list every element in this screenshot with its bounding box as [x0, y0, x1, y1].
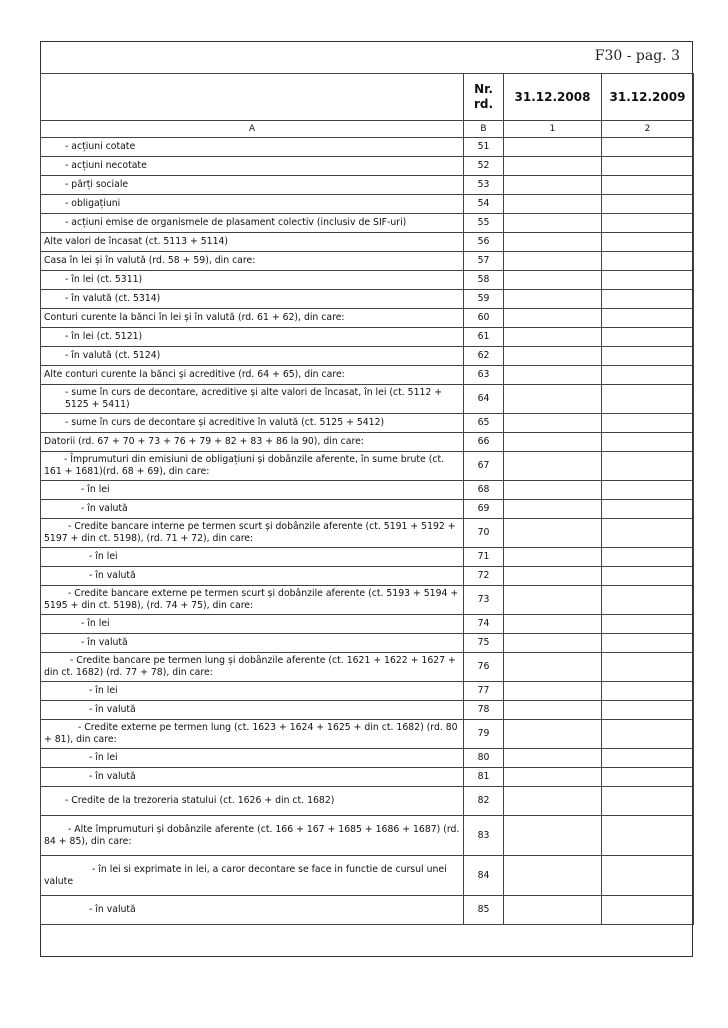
value-cell-2009[interactable] [602, 548, 694, 567]
value-cell-2008[interactable] [504, 138, 602, 157]
table-row [41, 176, 694, 195]
row-label: - în lei [41, 615, 464, 634]
table-row [41, 720, 694, 749]
header-nr-rd: Nr. rd. [464, 74, 504, 121]
value-cell-2009[interactable] [602, 720, 694, 749]
row-number: 75 [464, 634, 504, 653]
row-number: 60 [464, 309, 504, 328]
row-number: 80 [464, 749, 504, 768]
value-cell-2008[interactable] [504, 586, 602, 615]
form-frame [40, 41, 693, 957]
row-label: - Credite bancare pe termen lung și dobânzile aferente (ct. 1621 + 1622 + 1627 + din ct. 1682) (rd. 77 + 78), din care: [41, 653, 464, 682]
row-number: 51 [464, 138, 504, 157]
row-number: 79 [464, 720, 504, 749]
value-cell-2009[interactable] [602, 385, 694, 414]
column-letter-b: B [464, 121, 504, 138]
value-cell-2008[interactable] [504, 347, 602, 366]
row-number: 70 [464, 519, 504, 548]
row-number: 76 [464, 653, 504, 682]
table-row [41, 548, 694, 567]
row-number: 68 [464, 481, 504, 500]
row-label: - în lei [41, 548, 464, 567]
value-cell-2008[interactable] [504, 634, 602, 653]
value-cell-2009[interactable] [602, 567, 694, 586]
value-cell-2008[interactable] [504, 653, 602, 682]
row-number: 54 [464, 195, 504, 214]
row-label: - în valută [41, 896, 464, 925]
row-label: - în valută [41, 500, 464, 519]
value-cell-2008[interactable] [504, 519, 602, 548]
row-label: Casa în lei și în valută (rd. 58 + 59), din care: [41, 252, 464, 271]
row-number: 52 [464, 157, 504, 176]
value-cell-2009[interactable] [602, 328, 694, 347]
row-number: 72 [464, 567, 504, 586]
value-cell-2008[interactable] [504, 701, 602, 720]
row-label: - în lei si exprimate in lei, a caror decontare se face in functie de cursul unei valute [41, 856, 464, 896]
value-cell-2009[interactable] [602, 414, 694, 433]
value-cell-2009[interactable] [602, 500, 694, 519]
table-row [41, 896, 694, 925]
value-cell-2009[interactable] [602, 195, 694, 214]
value-cell-2009[interactable] [602, 433, 694, 452]
balance-table [40, 73, 694, 925]
table-row [41, 452, 694, 481]
row-label: - sume în curs de decontare și acreditive în valută (ct. 5125 + 5412) [41, 414, 464, 433]
row-label: - în valută (ct. 5124) [41, 347, 464, 366]
table-row [41, 157, 694, 176]
value-cell-2008[interactable] [504, 385, 602, 414]
value-cell-2009[interactable] [602, 271, 694, 290]
row-number: 66 [464, 433, 504, 452]
row-label: - în lei [41, 749, 464, 768]
row-label: Alte valori de încasat (ct. 5113 + 5114) [41, 233, 464, 252]
value-cell-2009[interactable] [602, 749, 694, 768]
row-label: - Credite bancare interne pe termen scurt și dobânzile aferente (ct. 5191 + 5192 + 5197 + din ct. 5198), (rd. 71 + 72), din care: [41, 519, 464, 548]
value-cell-2008[interactable] [504, 615, 602, 634]
row-number: 73 [464, 586, 504, 615]
value-cell-2008[interactable] [504, 195, 602, 214]
row-number: 61 [464, 328, 504, 347]
value-cell-2009[interactable] [602, 290, 694, 309]
table-row [41, 328, 694, 347]
value-cell-2008[interactable] [504, 856, 602, 896]
table-row [41, 290, 694, 309]
table-row [41, 138, 694, 157]
value-cell-2008[interactable] [504, 290, 602, 309]
row-label: - Credite de la trezoreria statului (ct. 1626 + din ct. 1682) [41, 787, 464, 816]
row-number: 67 [464, 452, 504, 481]
value-cell-2008[interactable] [504, 768, 602, 787]
row-number: 63 [464, 366, 504, 385]
table-row [41, 195, 694, 214]
header-col2-date: 31.12.2009 [602, 74, 694, 121]
row-number: 55 [464, 214, 504, 233]
row-number: 77 [464, 682, 504, 701]
value-cell-2008[interactable] [504, 414, 602, 433]
value-cell-2008[interactable] [504, 252, 602, 271]
row-label: - acțiuni cotate [41, 138, 464, 157]
value-cell-2009[interactable] [602, 586, 694, 615]
row-label: - în valută (ct. 5314) [41, 290, 464, 309]
table-row [41, 567, 694, 586]
row-number: 82 [464, 787, 504, 816]
row-label: - părți sociale [41, 176, 464, 195]
value-cell-2009[interactable] [602, 214, 694, 233]
row-label: - în valută [41, 634, 464, 653]
row-label: - Credite externe pe termen lung (ct. 1623 + 1624 + 1625 + din ct. 1682) (rd. 80 + 81), din care: [41, 720, 464, 749]
row-label: - obligațiuni [41, 195, 464, 214]
value-cell-2008[interactable] [504, 787, 602, 816]
value-cell-2009[interactable] [602, 615, 694, 634]
table-row [41, 787, 694, 816]
value-cell-2009[interactable] [602, 653, 694, 682]
value-cell-2008[interactable] [504, 452, 602, 481]
row-label: Alte conturi curente la bănci și acreditive (rd. 64 + 65), din care: [41, 366, 464, 385]
table-row [41, 615, 694, 634]
value-cell-2008[interactable] [504, 567, 602, 586]
value-cell-2008[interactable] [504, 366, 602, 385]
row-label: - în lei (ct. 5121) [41, 328, 464, 347]
row-label: - Împrumuturi din emisiuni de obligațiuni și dobânzile aferente, în sume brute (ct. 161 + 1681)(rd. 68 + 69), din care: [41, 452, 464, 481]
row-number: 69 [464, 500, 504, 519]
value-cell-2009[interactable] [602, 896, 694, 925]
table-row [41, 309, 694, 328]
table-row [41, 252, 694, 271]
value-cell-2008[interactable] [504, 157, 602, 176]
value-cell-2009[interactable] [602, 787, 694, 816]
table-row [41, 481, 694, 500]
column-number-1: 1 [504, 121, 602, 138]
value-cell-2009[interactable] [602, 347, 694, 366]
value-cell-2009[interactable] [602, 682, 694, 701]
table-row [41, 347, 694, 366]
table-row [41, 433, 694, 452]
row-number: 64 [464, 385, 504, 414]
row-number: 83 [464, 816, 504, 856]
row-label: Conturi curente la bănci în lei și în valută (rd. 61 + 62), din care: [41, 309, 464, 328]
row-label: - în valută [41, 768, 464, 787]
header-col1-date: 31.12.2008 [504, 74, 602, 121]
value-cell-2008[interactable] [504, 720, 602, 749]
value-cell-2008[interactable] [504, 816, 602, 856]
row-number: 59 [464, 290, 504, 309]
value-cell-2008[interactable] [504, 682, 602, 701]
row-number: 56 [464, 233, 504, 252]
value-cell-2009[interactable] [602, 816, 694, 856]
value-cell-2008[interactable] [504, 500, 602, 519]
value-cell-2009[interactable] [602, 366, 694, 385]
table-row [41, 500, 694, 519]
value-cell-2009[interactable] [602, 252, 694, 271]
table-row [41, 653, 694, 682]
value-cell-2008[interactable] [504, 481, 602, 500]
value-cell-2008[interactable] [504, 176, 602, 195]
header-empty-cell [41, 74, 464, 121]
table-row [41, 233, 694, 252]
column-letters-row [41, 121, 694, 138]
row-number: 85 [464, 896, 504, 925]
value-cell-2008[interactable] [504, 233, 602, 252]
value-cell-2009[interactable] [602, 701, 694, 720]
value-cell-2008[interactable] [504, 749, 602, 768]
table-row [41, 682, 694, 701]
row-number: 57 [464, 252, 504, 271]
row-number: 71 [464, 548, 504, 567]
row-label: - în valută [41, 567, 464, 586]
row-label: - Alte împrumuturi și dobânzile aferente (ct. 166 + 167 + 1685 + 1686 + 1687) (rd. 84 + 85), din care: [41, 816, 464, 856]
row-number: 58 [464, 271, 504, 290]
row-number: 65 [464, 414, 504, 433]
value-cell-2009[interactable] [602, 452, 694, 481]
table-row [41, 749, 694, 768]
value-cell-2008[interactable] [504, 896, 602, 925]
row-label: - în lei (ct. 5311) [41, 271, 464, 290]
header-row [41, 74, 694, 121]
value-cell-2009[interactable] [602, 233, 694, 252]
table-row [41, 414, 694, 433]
row-label: Datorii (rd. 67 + 70 + 73 + 76 + 79 + 82 + 83 + 86 la 90), din care: [41, 433, 464, 452]
value-cell-2009[interactable] [602, 176, 694, 195]
row-number: 62 [464, 347, 504, 366]
value-cell-2009[interactable] [602, 634, 694, 653]
value-cell-2009[interactable] [602, 519, 694, 548]
value-cell-2009[interactable] [602, 157, 694, 176]
row-number: 53 [464, 176, 504, 195]
value-cell-2009[interactable] [602, 481, 694, 500]
value-cell-2009[interactable] [602, 856, 694, 896]
table-row [41, 701, 694, 720]
table-row [41, 856, 694, 896]
value-cell-2008[interactable] [504, 271, 602, 290]
table-row [41, 768, 694, 787]
value-cell-2008[interactable] [504, 214, 602, 233]
table-row [41, 271, 694, 290]
table-row [41, 816, 694, 856]
table-row [41, 214, 694, 233]
table-row [41, 519, 694, 548]
value-cell-2008[interactable] [504, 328, 602, 347]
row-label: - în valută [41, 701, 464, 720]
row-number: 74 [464, 615, 504, 634]
row-label: - în lei [41, 682, 464, 701]
table-row [41, 586, 694, 615]
row-label: - acțiuni emise de organismele de plasament colectiv (inclusiv de SIF-uri) [41, 214, 464, 233]
value-cell-2008[interactable] [504, 433, 602, 452]
row-number: 84 [464, 856, 504, 896]
column-letter-a: A [41, 121, 464, 138]
row-label: - Credite bancare externe pe termen scurt și dobânzile aferente (ct. 5193 + 5194 + 5195 + din ct. 5198), (rd. 74 + 75), din care: [41, 586, 464, 615]
value-cell-2009[interactable] [602, 309, 694, 328]
value-cell-2009[interactable] [602, 138, 694, 157]
value-cell-2008[interactable] [504, 548, 602, 567]
row-label: - acțiuni necotate [41, 157, 464, 176]
table-row [41, 385, 694, 414]
row-label: - în lei [41, 481, 464, 500]
table-row [41, 634, 694, 653]
value-cell-2008[interactable] [504, 309, 602, 328]
column-number-2: 2 [602, 121, 694, 138]
page-label: F30 - pag. 3 [594, 48, 680, 64]
value-cell-2009[interactable] [602, 768, 694, 787]
row-number: 78 [464, 701, 504, 720]
row-label: - sume în curs de decontare, acreditive și alte valori de încasat, în lei (ct. 5112 + 5125 + 5411) [41, 385, 464, 414]
row-number: 81 [464, 768, 504, 787]
table-row [41, 366, 694, 385]
